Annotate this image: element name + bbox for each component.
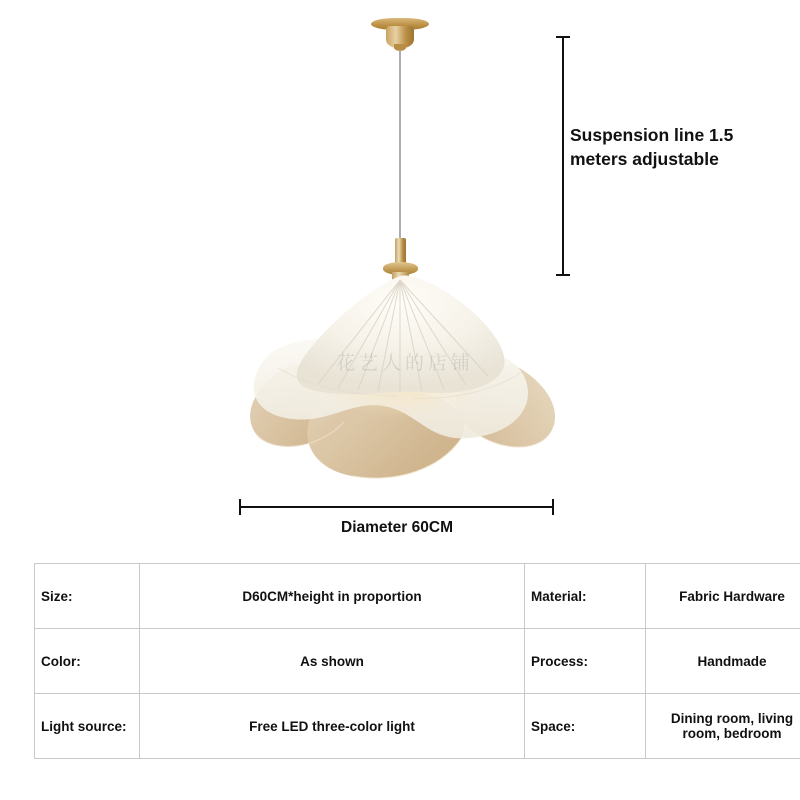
- spec-key-size: Size:: [35, 564, 140, 629]
- table-row: [35, 564, 800, 629]
- diameter-label: Diameter 60CM: [341, 519, 453, 536]
- spec-value-material: Fabric Hardware: [646, 564, 800, 629]
- spec-key-material: Material:: [525, 564, 646, 629]
- suspension-tick-top: [556, 36, 570, 38]
- lamp-shade: [222, 272, 582, 502]
- spec-value-size: D60CM*height in proportion: [140, 564, 525, 629]
- diameter-cap-right: [552, 499, 554, 515]
- suspension-measure-line: [562, 36, 564, 276]
- spec-key-process: Process:: [525, 629, 646, 694]
- spec-value-space: Dining room, living room, bedroom: [646, 694, 800, 759]
- suspension-tick-bottom: [556, 274, 570, 276]
- spec-value-color: As shown: [140, 629, 525, 694]
- spec-key-space: Space:: [525, 694, 646, 759]
- lamp-rod: [395, 238, 406, 264]
- spec-value-process: Handmade: [646, 629, 800, 694]
- diameter-cap-left: [239, 499, 241, 515]
- watermark-text: 花艺人的店铺: [335, 353, 474, 374]
- spec-table: [34, 563, 800, 759]
- spec-key-light-source: Light source:: [35, 694, 140, 759]
- suspension-cord: [399, 50, 401, 240]
- table-row: [35, 629, 800, 694]
- table-row: [35, 694, 800, 759]
- spec-key-color: Color:: [35, 629, 140, 694]
- suspension-label: Suspension line 1.5 meters adjustable: [570, 125, 734, 169]
- spec-value-light-source: Free LED three-color light: [140, 694, 525, 759]
- diameter-measure-line: [240, 506, 554, 508]
